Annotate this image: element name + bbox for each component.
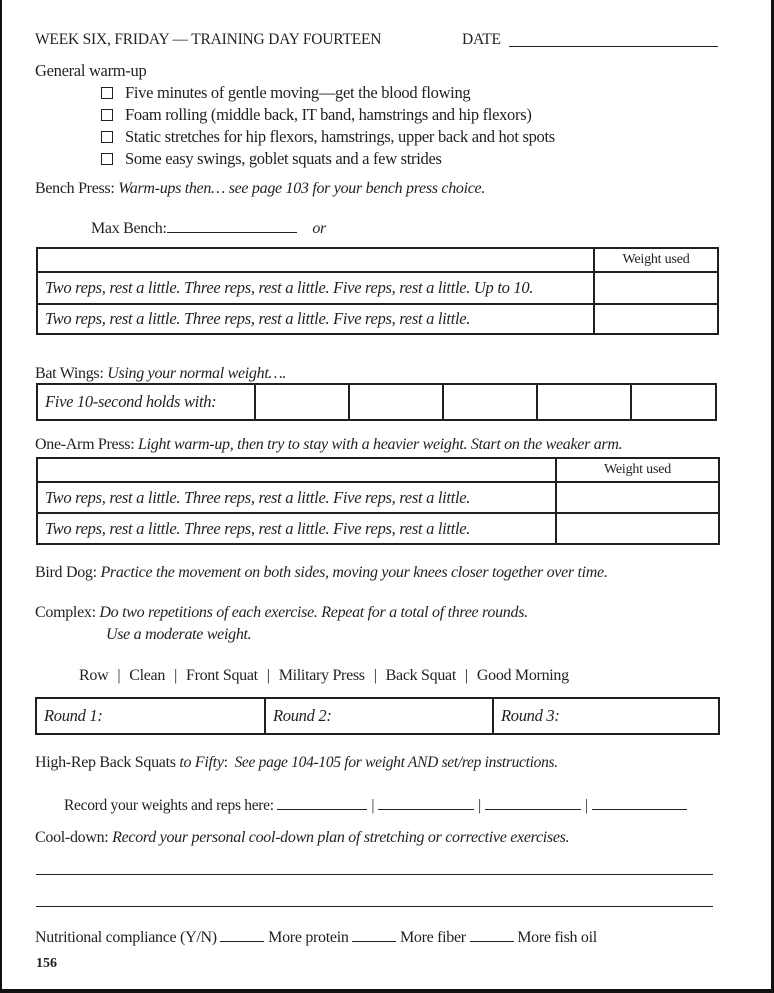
checkbox-icon[interactable] — [101, 131, 113, 143]
hold-cell[interactable] — [631, 384, 716, 420]
exercise-item: Military Press — [278, 667, 365, 684]
holds-label-cell: Five 10-second holds with: — [37, 384, 255, 420]
weight-used-cell[interactable] — [594, 304, 718, 334]
complex-label: Complex: — [35, 604, 96, 621]
max-bench-field[interactable] — [167, 232, 297, 233]
exercise-item: Front Squat — [185, 667, 258, 684]
exercise-item: Clean — [129, 667, 166, 684]
complex-heading — [35, 604, 528, 622]
bat-wings-table — [36, 383, 717, 421]
table-row — [37, 482, 719, 513]
round-cell[interactable]: Round 3: — [493, 698, 719, 734]
colon: : — [223, 754, 228, 771]
record-weights-label: Record your weights and reps here: — [64, 797, 274, 814]
max-bench-row — [91, 220, 326, 238]
to-fifty-label: to Fifty — [179, 754, 224, 771]
bench-press-table — [36, 247, 719, 335]
table-row — [37, 384, 716, 420]
cool-down-line-2[interactable] — [36, 906, 713, 907]
cool-down-label: Cool-down: — [35, 829, 109, 846]
set-instruction-cell: Two reps, rest a little. Three reps, rest a little. Five reps, rest a little. — [37, 513, 556, 544]
cool-down-heading — [35, 829, 569, 847]
bat-wings-heading — [35, 365, 286, 383]
warmup-item[interactable] — [101, 127, 555, 147]
hold-cell[interactable] — [537, 384, 631, 420]
table-row — [37, 272, 718, 304]
divider: | — [174, 667, 177, 684]
record-weights-row — [64, 797, 687, 815]
set-instruction-cell: Two reps, rest a little. Three reps, rest a little. Five reps, rest a little. — [37, 304, 594, 334]
date-label: DATE — [462, 31, 501, 48]
one-arm-press-label: One-Arm Press: — [35, 436, 135, 453]
bat-wings-instruction: Using your normal weight…. — [107, 365, 287, 382]
warmup-heading: General warm-up — [35, 61, 147, 80]
bat-wings-label: Bat Wings: — [35, 365, 104, 382]
max-bench-label: Max Bench: — [91, 220, 167, 237]
round-cell[interactable]: Round 2: — [265, 698, 493, 734]
warmup-item-label: Foam rolling (middle back, IT band, hamstrings and hip flexors) — [125, 105, 532, 124]
bench-press-instruction: Warm-ups then… see page 103 for your bench press choice. — [118, 180, 486, 197]
warmup-item[interactable] — [101, 149, 442, 169]
exercise-item: Row — [79, 667, 109, 684]
weight-used-header: Weight used — [594, 248, 718, 272]
table-row — [37, 304, 718, 334]
table-header-cell — [37, 458, 556, 482]
complex-instruction-line2: Use a moderate weight. — [106, 626, 252, 643]
one-arm-press-table — [36, 457, 720, 545]
or-label: or — [312, 220, 326, 237]
divider: | — [373, 667, 377, 684]
weight-used-cell[interactable] — [556, 482, 719, 513]
record-field-4[interactable] — [592, 809, 687, 810]
bird-dog-heading — [35, 564, 608, 582]
more-fiber-label: More fiber — [399, 929, 466, 946]
high-rep-squats-heading — [35, 754, 558, 772]
fish-oil-field[interactable] — [470, 941, 514, 942]
hold-cell[interactable] — [255, 384, 349, 420]
high-rep-squats-instruction: See page 104-105 for weight AND set/rep instructions. — [234, 754, 558, 771]
divider: | — [584, 797, 588, 814]
one-arm-press-heading — [35, 436, 622, 454]
divider: | — [464, 667, 468, 684]
checkbox-icon[interactable] — [101, 87, 113, 99]
more-protein-label: More protein — [268, 929, 349, 946]
bird-dog-instruction: Practice the movement on both sides, moving your knees closer together over time. — [100, 564, 608, 581]
fiber-field[interactable] — [352, 941, 396, 942]
table-row — [36, 698, 719, 734]
bird-dog-label: Bird Dog: — [35, 564, 97, 581]
cool-down-line-1[interactable] — [36, 874, 713, 875]
weight-used-cell[interactable] — [594, 272, 718, 304]
round-cell[interactable]: Round 1: — [36, 698, 265, 734]
table-row — [37, 513, 719, 544]
table-header-cell — [37, 248, 594, 272]
warmup-item-label: Five minutes of gentle moving—get the blood flowing — [125, 83, 471, 102]
one-arm-press-instruction: Light warm-up, then try to stay with a heavier weight. Start on the weaker arm. — [138, 436, 623, 453]
warmup-item[interactable] — [101, 83, 470, 103]
warmup-item-label: Static stretches for hip flexors, hamstrings, upper back and hot spots — [125, 127, 555, 146]
weight-used-cell[interactable] — [556, 513, 719, 544]
divider: | — [478, 797, 481, 814]
bench-press-label: Bench Press: — [35, 180, 115, 197]
checkbox-icon[interactable] — [101, 109, 113, 121]
high-rep-squats-label: High-Rep Back Squats — [35, 754, 176, 771]
cool-down-instruction: Record your personal cool-down plan of stretching or corrective exercises. — [112, 829, 570, 846]
date-field[interactable] — [509, 46, 718, 47]
weight-used-header: Weight used — [556, 458, 719, 482]
complex-rounds-table — [35, 697, 720, 735]
exercise-item: Good Morning — [476, 667, 569, 684]
nutrition-label: Nutritional compliance (Y/N) — [35, 929, 217, 946]
hold-cell[interactable] — [349, 384, 443, 420]
complex-instruction: Do two repetitions of each exercise. Repeat for a total of three rounds. — [99, 604, 528, 621]
checkbox-icon[interactable] — [101, 153, 113, 165]
set-instruction-cell: Two reps, rest a little. Three reps, rest a little. Five reps, rest a little. — [37, 482, 556, 513]
divider: | — [371, 797, 375, 814]
protein-field[interactable] — [220, 941, 264, 942]
warmup-item[interactable] — [101, 105, 532, 125]
complex-exercise-list — [79, 667, 569, 685]
exercise-item: Back Squat — [385, 667, 456, 684]
more-fish-oil-label: More fish oil — [517, 929, 597, 946]
page-number: 156 — [36, 956, 57, 971]
bench-press-heading — [35, 180, 485, 198]
record-field-1[interactable] — [277, 809, 367, 810]
set-instruction-cell: Two reps, rest a little. Three reps, rest a little. Five reps, rest a little. Up to 10. — [37, 272, 594, 304]
record-field-2[interactable] — [378, 809, 474, 810]
nutrition-row — [35, 929, 597, 947]
hold-cell[interactable] — [443, 384, 537, 420]
divider: | — [117, 667, 121, 684]
page-title: WEEK SIX, FRIDAY — TRAINING DAY FOURTEEN — [35, 31, 382, 48]
record-field-3[interactable] — [485, 809, 581, 810]
warmup-item-label: Some easy swings, goblet squats and a few strides — [125, 149, 442, 168]
divider: | — [266, 667, 270, 684]
